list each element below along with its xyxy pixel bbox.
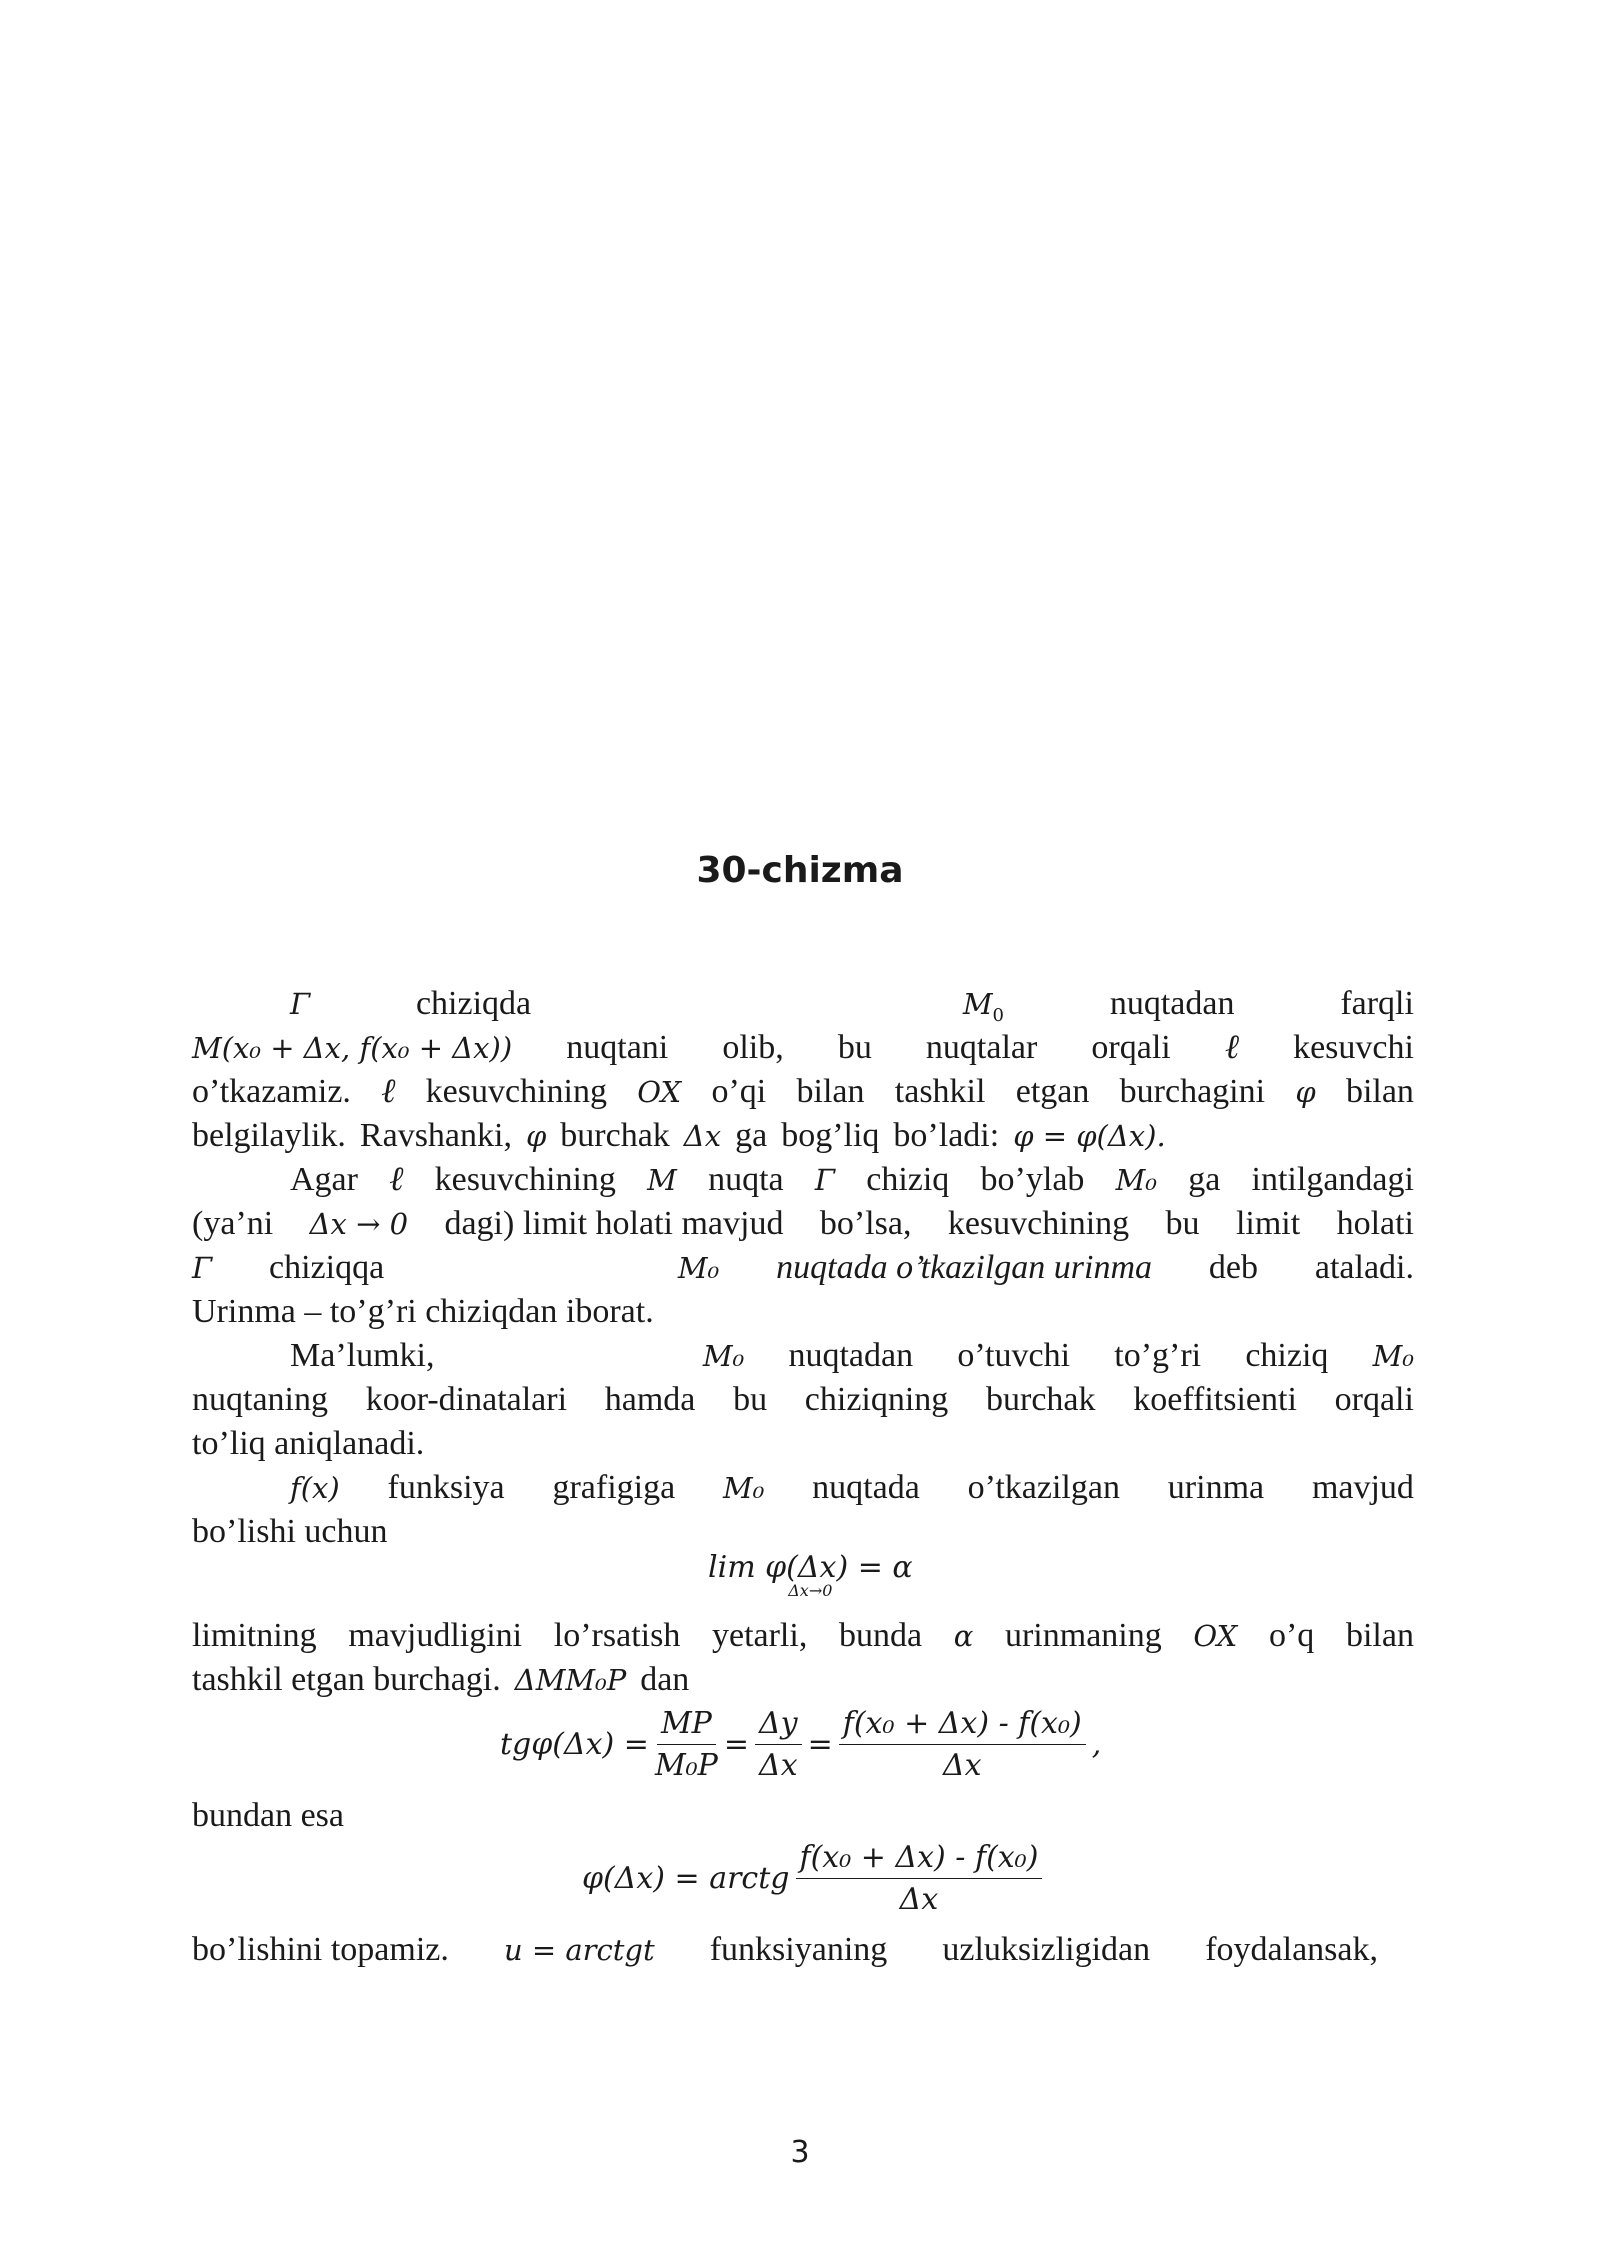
p3-line-1: Ma’lumki, M₀ nuqtadan o’tuvchi to’g’ri chiziq M₀ [290,1337,1414,1374]
p1-line-3: o’tkazamiz. ℓ kesuvchining OX o’qi bilan tashkil etgan burchagini φ bilan [192,1073,1414,1110]
p3-line-3: to’liq aniqlanadi. [192,1425,425,1462]
p6-line-1: bo’lishini topamiz. u = arctgt funksiyaning uzluksizligidan foydalansak, [192,1931,1378,1968]
p3-line-2: nuqtaning koor-dinatalari hamda bu chiziqning burchak koeffitsienti orqali [192,1381,1414,1418]
fraction-arctg-argument: $\frac{\text{f(x₀ + Δx) - f(x₀)}}{\Delta x}$ [796,1840,1043,1917]
p2-line-4: Urinma – to’g’ri chiziqdan iborat. [192,1293,654,1330]
fraction-mp: $\frac{MP}{\text{M₀P}}$ [654,1706,718,1783]
p1-line-2: M(x₀ + Δx, f(x₀ + Δx)) nuqtani olib, bu nuqtalar orqali ℓ kesuvchi [192,1029,1414,1066]
p2-line-3: Γ chiziqqa M₀ nuqtada o’tkazilgan urinma deb ataladi. [192,1249,1414,1286]
tangent-formula: tgφ(Δx) = $\frac{MP}{\text{M₀P}}$ = $\frac{\Delta y}{\Delta x}$ = $\frac{\text{f(x₀ + Δx) - f(x₀)}}{\Delta x}$ , [500,1706,1102,1783]
p2-line-2: (ya’ni Δx → 0 dagi) limit holati mavjud bo’lsa, kesuvchining bu limit holati [192,1205,1414,1242]
p4-line-2: bo’lishi uchun [192,1513,388,1550]
p1-line-1: Γ chiziqda $M_0$ nuqtadan farqli [290,985,1414,1026]
p4-line-4: tashkil etgan burchagi. ΔMM₀P dan [192,1661,690,1698]
p4-line-3: limitning mavjudligini lo’rsatish yetarli, bunda α urinmaning OX o’q bilan [192,1617,1414,1654]
p4-line-1: f(x) funksiya grafigiga M₀ nuqtada o’tkazilgan urinma mavjud [290,1469,1414,1506]
p1-line-4: belgilaylik. Ravshanki, φ burchak Δx ga bog’liq bo’ladi: φ = φ(Δx). [192,1117,1166,1154]
arctg-formula: φ(Δx) = arctg $\frac{\text{f(x₀ + Δx) - f(x₀)}}{\Delta x}$ [582,1840,1048,1917]
p2-line-1: Agar ℓ kesuvchining M nuqta Γ chiziq bo’ylab M₀ ga intilgandagi [290,1161,1414,1198]
figure-caption: 30-chizma [696,850,904,891]
p5-line-1: bundan esa [192,1797,345,1834]
fraction-difference-quotient: $\frac{\text{f(x₀ + Δx) - f(x₀)}}{\Delta x}$ [839,1706,1086,1783]
limit-formula: lim φ(Δx) = α Δx→0 [708,1550,913,1600]
fraction-dy-dx: $\frac{\Delta y}{\Delta x}$ [755,1706,802,1783]
page-number: 3 [790,2135,810,2170]
